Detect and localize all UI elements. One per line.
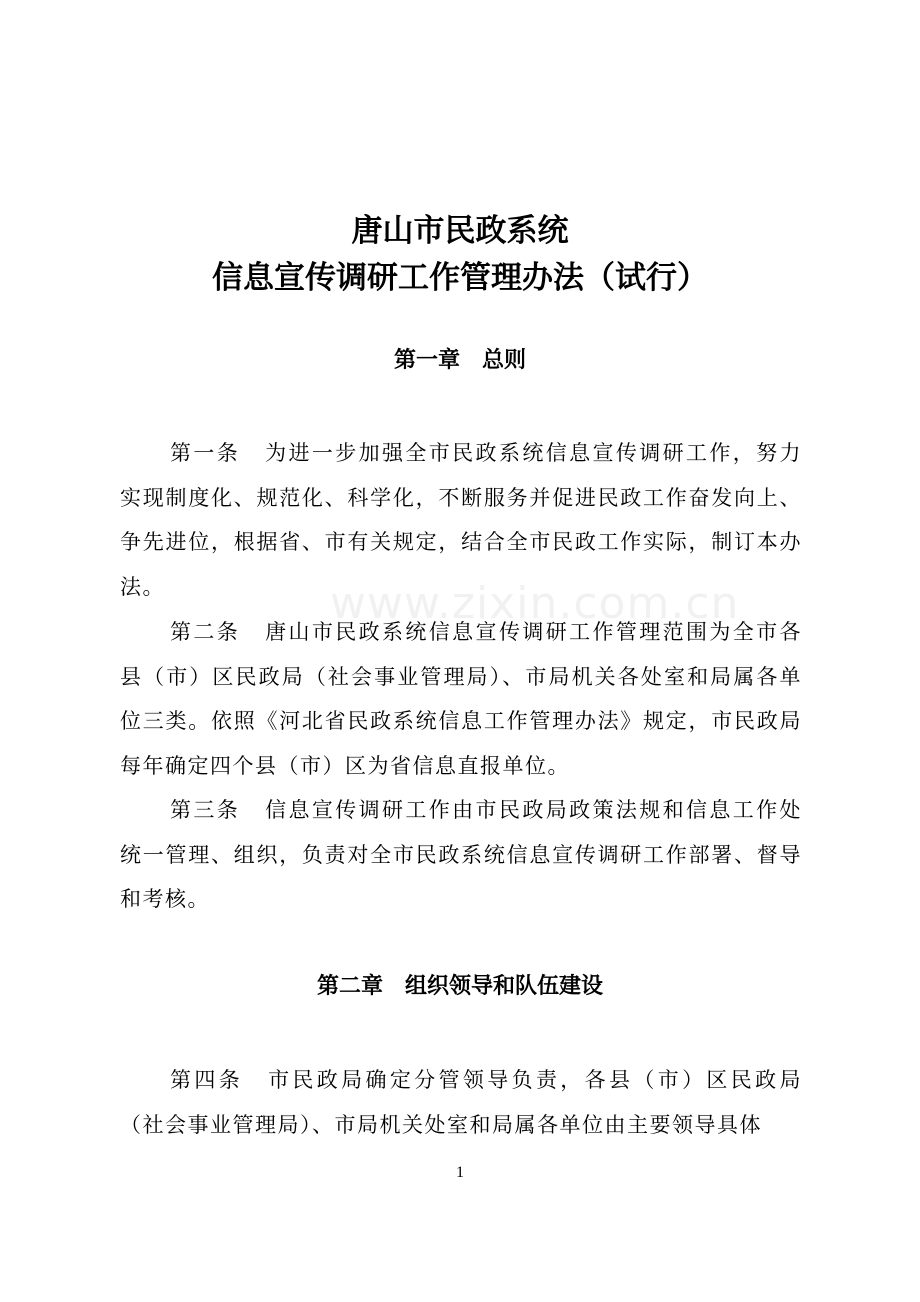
article-label: 第一条 [170,441,241,465]
chapter-heading-1: 第一章 总则 [393,348,526,373]
document-title-line1: 唐山市民政系统 [351,213,569,249]
document-title-line2: 信息宣传调研工作管理办法（试行） [212,260,708,296]
article-text: 市民政局确定分管领导负责，各县（市）区民政局（社会事业管理局）、市局机关处室和局属各单位由主要领导具体 [120,1068,802,1137]
article-paragraph-3 [120,788,802,922]
chapter-heading-2: 第二章 组织领导和队伍建设 [316,974,603,999]
article-text: 唐山市民政系统信息宣传调研工作管理范围为全市各县（市）区民政局（社会事业管理局）、市局机关各处室和局属各单位三类。依照《河北省民政系统信息工作管理办法》规定，市民政局每年确定四个县（市）区为省信息直报单位。 [120,620,802,778]
article-paragraph-2 [120,610,802,788]
article-label: 第四条 [170,1068,244,1092]
article-text: 为进一步加强全市民政系统信息宣传调研工作，努力实现制度化、规范化、科学化，不断服务并促进民政工作奋发向上、争先进位，根据省、市有关规定，结合全市民政工作实际，制订本办法。 [120,441,802,599]
article-label: 第三条 [170,798,241,822]
watermark: www.zixin.com.cn [330,578,740,629]
article-paragraph-4 [120,1058,802,1147]
page-number: 1 [456,1164,464,1181]
article-label: 第二条 [170,620,241,644]
article-paragraph-1 [120,431,802,609]
article-text: 信息宣传调研工作由市民政局政策法规和信息工作处统一管理、组织，负责对全市民政系统信息宣传调研工作部署、督导和考核。 [120,798,802,911]
